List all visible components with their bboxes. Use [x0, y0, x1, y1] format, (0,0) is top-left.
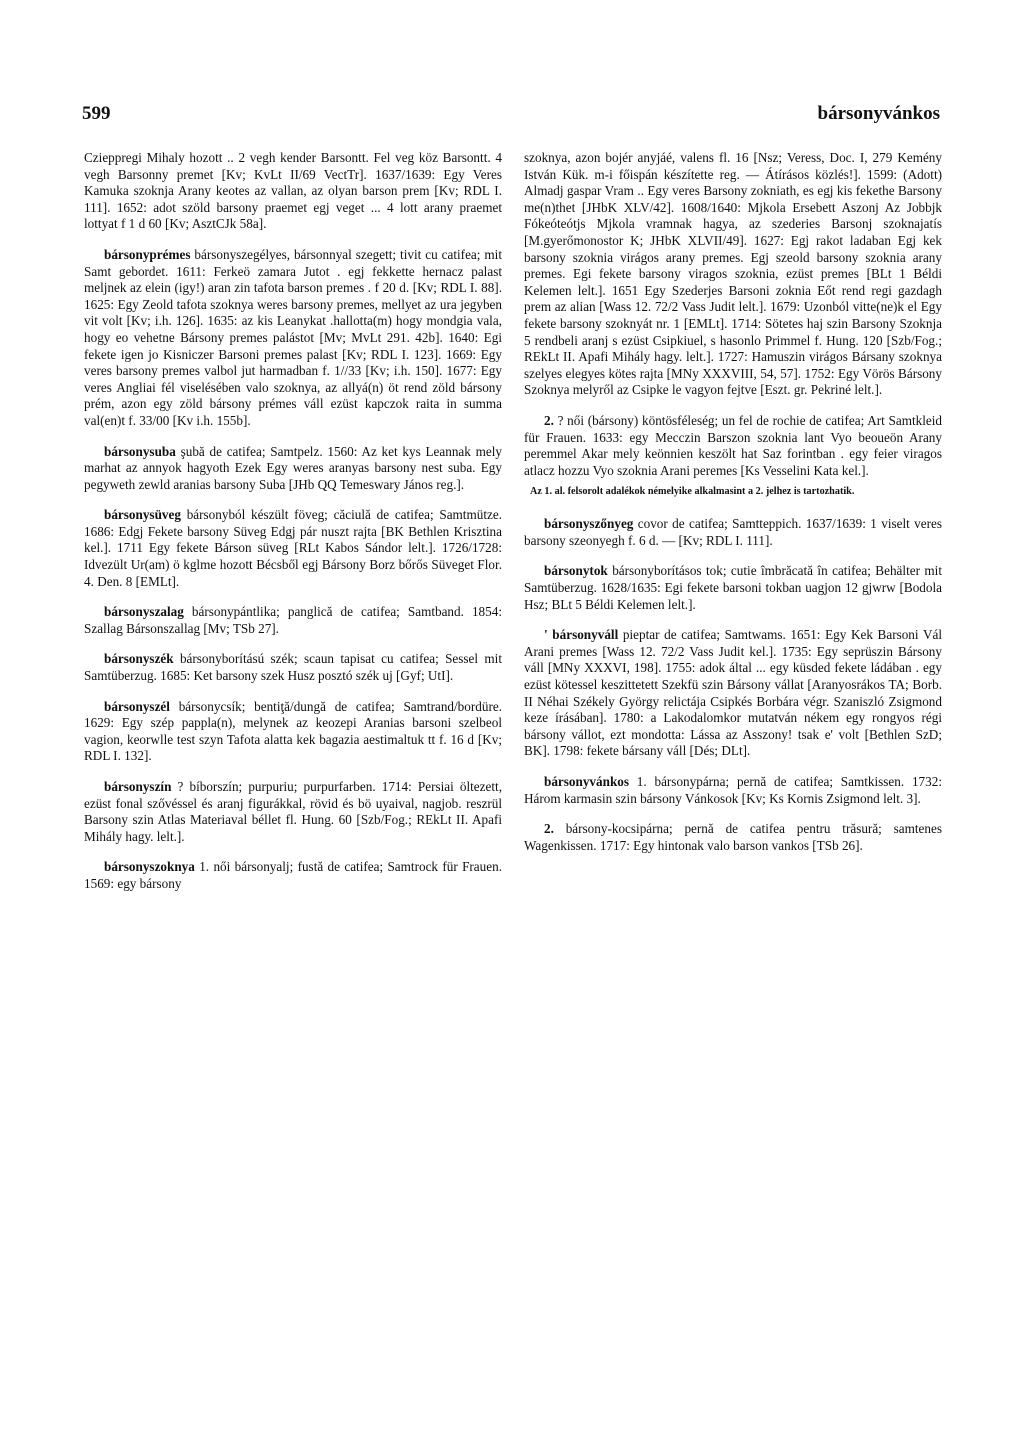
entry-headword: bársonyszék — [104, 651, 174, 667]
entry-text: covor de catifea; Samtteppich. 1637/1639: 1 viselt veres barsony szeonyegh f. 6 d. — [Kv; RDL I. 111]. — [524, 516, 942, 548]
dictionary-entry — [84, 779, 502, 845]
entry-text: ? bíborszín; purpuriu; purpurfarben. 1714: Persiai öltezett, ezüst fonal szővéssel és aranj figurákkal, rövid és bö uyaival, nagjob. reszrül Barsony szin Atlas Materiaval béllet fl. Hung. 60 [Szb/Fog.; REkLt II. Apafi Mihály hagy. lelt.]. — [84, 779, 502, 844]
entry-text: bársonyborításos tok; cutie îmbrăcată în catifea; Behälter mit Samtüberzug. 1628/1635: Egi fekete barsoni tokban uagjon 12 gjwrw [Bodola Hsz; BLt 5 Béldi Kelemen lelt.]. — [524, 563, 942, 612]
page-number: 599 — [82, 103, 111, 124]
dictionary-entry — [524, 563, 942, 613]
entry-headword: 2. — [544, 821, 554, 837]
entry-headword: 2. — [544, 412, 554, 428]
dictionary-entry — [524, 821, 942, 854]
entry-headword: bársonysüveg — [104, 507, 181, 523]
entry-headword: bársonyprémes — [104, 246, 191, 262]
running-head: bársonyvánkos — [817, 103, 940, 124]
left-column — [84, 150, 502, 907]
dictionary-entry — [524, 627, 942, 760]
dictionary-entry — [524, 774, 942, 807]
entry-headword: bársonyvánkos — [544, 774, 630, 789]
entry-headword: bársonyszoknya — [104, 859, 195, 875]
entry-text: bársonypántlika; panglică de catifea; Samtband. 1854: Szallag Bársonszallag [Mv; TSb 27]. — [84, 604, 502, 636]
dictionary-entry — [84, 247, 502, 430]
entry-continuation — [84, 150, 502, 233]
footnote — [524, 485, 942, 498]
dictionary-entry — [84, 859, 502, 892]
entry-text: szoknya, azon bojér anyjáé, valens fl. 16 [Nsz; Veress, Doc. I, 279 Kemény István Kük. m-i főispán készítette reg. — Átírásos közlés!]. 1599: (Adott) Almadj gaspar Vram .. Egy veres Barsony zokniath, es egj kis fekethe Barsony me(n)thet [JHbK XLV/42]. 1608/1640: Mjkola Ersebett Aszonj Az Jobbjk Fókeóteótjs Mjkola vramnak hagya, az szederies Barsonj szoknajatís [M.gyerőmonostor K; JHbK XLVII/49]. 1627: Egj rakot ladaban Egj kek barsony szoknia virágos arany premes. Egj szeold barsony szoknia arany premes. Egi fekete barsony viragos szoknia, ezüst premes [BLt 1 Béldi Kelemen lelt.]. 1651 Egy Szederjes Barsoni zoknia Eőt rend regi gazdagh prem az alian [Wass 12. 72/2 Vass Judit lelt.]. 1679: Uzonból vitte(ne)k el Egy fekete barsony szoknyát nr. 1 [EMLt]. 1714: Sötetes haj szin Barsony Szoknja 5 rendbeli aranj s ezüst Csipkiuel, s hasonlo Primmel f. Hung. 120 [Szb/Fog.; REkLt II. Apafi Mihály hagy. lelt.]. 1727: Hamuszin virágos Bársany szoknya szelyes elegyes kötes rajta [MNy XXXVIII, 54, 57]. 1752: Egy Vörös Bársony Szoknya melyről az Csipke le vagyon fejtve [Eszt. gr. Pekriné lelt.]. — [524, 150, 942, 398]
entry-headword: bársonytok — [544, 563, 608, 579]
dictionary-entry — [84, 604, 502, 637]
entry-text: bársonyszegélyes, bársonnyal szegett; tivit cu catifea; mit Samt gebordet. 1611: Ferkeö zamara Jutot . egj fekkette hernacz palast meljnek az elein (igy!) aran zin tafota barson premes . f 20 d. [Kv; RDL I. 88]. 1625: Egy Zeold tafota szoknya weres barsony premes, mellyet az ura jegyben vit volt [Kv; i.h. 126]. 1635: az kis Leanykat .hallotta(m) hogy mondgia vala, hogy eo vehetne Bársony premes palástot [Mv; MvLt 291. 42b]. 1640: Egi fekete igen jo Kisniczer Barsoni premes palast [Kv; RDL I. 123]. 1669: Egy veres barsony premes valbol jut harmadban f. 1//33 [Kv; i.h. 150]. 1677: Egy veres Angliai fél viselésében valo szoknya, az allyá(n) öt rend zöld bársony prém, azon egy zöld bársony prémes váll ezüst kapczok raita in summa val(en)t f. 33/00 [Kv i.h. 155b]. — [84, 246, 502, 428]
entry-headword: bársonyszél — [104, 698, 170, 714]
entry-headword: ' bársonyváll — [544, 627, 619, 643]
entry-text: bársony-kocsipárna; pernă de catifea pentru trăsură; samtenes Wagenkissen. 1717: Egy hintonak valo barson vankos [TSb 26]. — [524, 821, 942, 853]
entry-headword: bársonyszőnyeg — [544, 516, 634, 532]
entry-text: Czieppregi Mihaly hozott .. 2 vegh kender Barsontt. Fel veg köz Barsontt. 4 vegh Barsonny premet [Kv; KvLt II/69 VectTr]. 1637/1639: Egy Veres Kamuka szoknja Arany keotes az vallan, az olyan barson prem [Kv; RDL I. 111]. 1652: adot szöld barsony praemet egj veget ... 4 lott arany praemet lottyat f 1 d 60 [Kv; AsztCJk 58a]. — [84, 150, 502, 232]
entry-text: bársonyból készült föveg; căciulă de catifea; Samtmütze. 1686: Edgj Fekete barsony Süveg Edgj pár nuszt rajta [BK Bethlen Krisztina kel.]. 1711 Egy fekete Bárson süveg [RLt Kabos Sándor lelt.]. 1726/1728: Idvezült Ur(am) ö kglme hozott Bécsből egj Bársony Borz bőrős Süveget Flor. 4. Den. 8 [EMLt]. — [84, 507, 502, 589]
entry-headword: bársonyszalag — [104, 604, 184, 620]
entry-text: 1. női bársonyalj; fustă de catifea; Samtrock für Frauen. 1569: egy bársony — [84, 859, 502, 891]
dictionary-entry — [524, 413, 942, 479]
dictionary-entry — [84, 444, 502, 494]
dictionary-entry — [84, 507, 502, 590]
dictionary-entry — [524, 516, 942, 549]
entry-continuation — [524, 150, 942, 399]
entry-text: bársonycsík; bentiţă/dungă de catifea; Samtrand/bordüre. 1629: Egy szép pappla(n), melynek az keozepi Aranias barsoni szelbeol vagion, keorwlle test szyn Tafota alatta kek bagazia aestimaltuk tt f. 16 d [Kv; RDL I. 132]. — [84, 698, 502, 764]
entry-text: bársonyborítású szék; scaun tapisat cu catifea; Sessel mit Samtüberzug. 1685: Ket barsony szek Husz posztó szék uj [Gyf; UtI]. — [84, 651, 502, 684]
entry-text: şubă de catifea; Samtpelz. 1560: Az ket kys Leannak mely marhat az annyok hagyoth Ezek Egy weres aranyas barsony nest suba. Egy pegyweth zewld aranias barsony Suba [JHb QQ Temeswary János reg.]. — [84, 443, 502, 492]
right-column — [524, 150, 942, 868]
entry-text: ? női (bársony) köntösféleség; un fel de rochie de catifea; Art Samtkleid für Frauen. 1633: egy Mecczin Barszon szoknia lant Vyo beoueön Arany peremmel Akar mely keönnien keszölt hat Saz forintban . egy feier viragos atlacz hozzu Vyo szoknia Arani peremes [Ks Vesselini Kata kel.]. — [524, 412, 942, 478]
dictionary-entry — [84, 651, 502, 684]
entry-text: pieptar de catifea; Samtwams. 1651: Egy Kek Barsoni Vál Arani premes [Wass 12. 72/2 Vass Judit kel.]. 1735: Egy seprüszin Bársony váll [MNy XXXVI, 198]. 1755: adok által ... egy küsded fekete ládában . egy ezüst kötessel keszittetett Szekfü szin Bársony vállat [Aranyosrákos TA; Borb. II Néhai Székely György relictája Csipkés Borbára végr. Szaniszló Zsigmond keze írásában]. 1780: a Lakodalomkor mutatván nékem egy rongyos régi bársony vállot, ezt mondotta: Lássa az Asszony! tsak e' volt [Bethlen SzD; BK]. 1798: fekete bársany váll [Dés; DLt]. — [524, 627, 942, 759]
footnote-text: Az 1. al. felsorolt adalékok némelyike alkalmasint a 2. jelhez is tartozhatik. — [530, 486, 855, 498]
entry-text: 1. bársonypárna; pernă de catifea; Samtkissen. 1732: Három karmasin szin bársony Vánkosok [Kv; Ks Kornis Zsigmond lelt. 3]. — [524, 774, 942, 806]
entry-headword: bársonysuba — [104, 443, 176, 459]
dictionary-entry — [84, 699, 502, 765]
entry-headword: bársonyszín — [104, 779, 172, 794]
